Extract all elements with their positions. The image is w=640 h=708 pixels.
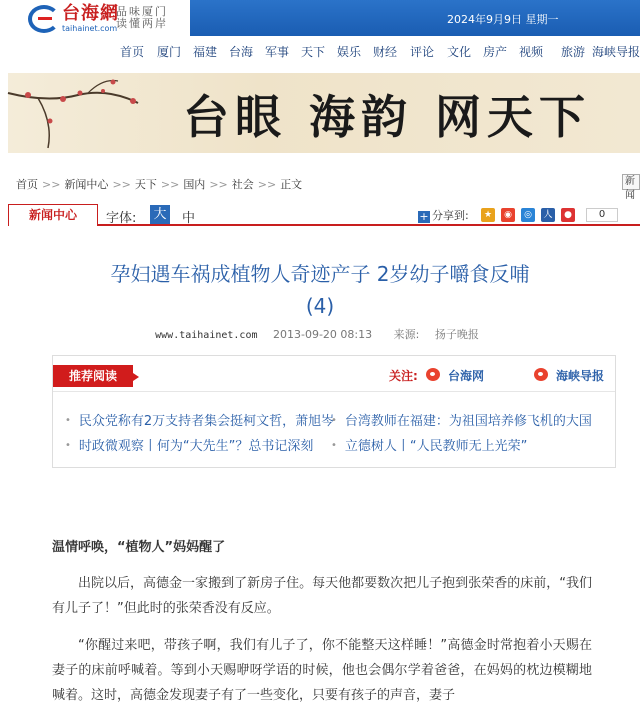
- article-meta: [0, 326, 640, 342]
- weibo-share-icon[interactable]: ◉: [501, 208, 515, 222]
- font-size-medium-button[interactable]: 中: [182, 211, 196, 226]
- nav-item-military[interactable]: 军事: [265, 45, 290, 59]
- nav-item-taihai[interactable]: 台海: [229, 45, 254, 59]
- logo-chinese-text: 台海網: [62, 3, 119, 24]
- article-subheading: 温情呼唤，“植物人”妈妈醒了: [52, 540, 226, 555]
- site-logo[interactable]: [28, 4, 119, 34]
- article-title-line: 孕妇遇车祸成植物人奇迹产子 2岁幼子嚼食反哺: [110, 262, 530, 286]
- nav-item-finance[interactable]: 财经: [373, 45, 398, 59]
- tencent-weibo-share-icon[interactable]: ◎: [521, 208, 535, 222]
- breadcrumb-society[interactable]: 社会: [231, 178, 254, 191]
- follow-label: 关注:: [389, 369, 418, 383]
- breadcrumb-domestic[interactable]: 国内: [183, 178, 206, 191]
- recommended-tag: 推荐阅读: [53, 365, 133, 387]
- recommended-item[interactable]: • 民众党称有2万支持者集会挺柯文哲，萧旭岑: [65, 410, 334, 429]
- article-title-page: (4): [305, 294, 335, 318]
- share-count: 0: [586, 208, 618, 222]
- logo-domain-text: taihainet.com: [62, 24, 118, 33]
- nav-item-culture[interactable]: 文化: [447, 45, 472, 59]
- follow-strait-herald-link[interactable]: 海峡导报: [556, 369, 605, 383]
- breadcrumb-current: 正文: [280, 178, 303, 191]
- article-paragraph: 出院以后，高德金一家搬到了新房子住。每天他都要数次把儿子抱到张荣香的床前，“我们有儿子了！”但此时的张荣香没有反应。: [52, 576, 592, 616]
- plum-branch-illustration: [8, 73, 158, 153]
- nav-item-home[interactable]: 首页: [120, 45, 145, 59]
- nav-item-world[interactable]: 天下: [301, 45, 326, 59]
- recommended-item[interactable]: • 台湾教师在福建：为祖国培养修飞机的大国: [331, 410, 592, 429]
- recommended-item[interactable]: • 立德树人丨“人民教师无上光荣”: [331, 435, 527, 454]
- breadcrumb-world[interactable]: 天下: [134, 178, 157, 191]
- nav-item-realestate[interactable]: 房产: [483, 45, 508, 59]
- recommended-item[interactable]: • 时政微观察丨何为“大先生”？总书记深刻: [65, 435, 313, 454]
- font-size-large-button[interactable]: 大: [150, 205, 170, 224]
- site-slogan: 品味厦门 读懂两岸: [116, 5, 168, 30]
- renren-share-icon[interactable]: 人: [541, 208, 555, 222]
- weibo-icon[interactable]: [534, 368, 548, 381]
- nav-item-strait-herald[interactable]: 海峡导报: [592, 45, 640, 59]
- follow-taihai-link[interactable]: 台海网: [448, 369, 485, 383]
- tab-news-center[interactable]: 新闻中心: [8, 204, 98, 226]
- article-toolbar: [8, 204, 640, 226]
- qzone-share-icon[interactable]: ★: [481, 208, 495, 222]
- nav-item-video[interactable]: 视频: [519, 45, 544, 59]
- article-paragraph: “你醒过来吧，带孩子啊，我们有儿子了，你不能整天这样睡！”高德金时常抱着小天赐在妻子的床前呼喊着。等到小天赐咿呀学语的时候，他也会偶尔学着爸爸，在妈妈的枕边模糊地喊着。这时，高德金发现妻子有了一些变化，只要有孩子的声音，妻子: [52, 638, 592, 703]
- current-date: 2024年9月9日 星期一: [447, 13, 559, 26]
- recommended-header: [53, 356, 615, 392]
- font-size-label: 字体:: [106, 211, 137, 226]
- article-datetime: 2013-09-20 08:13: [273, 328, 373, 341]
- nav-item-opinion[interactable]: 评论: [410, 45, 435, 59]
- share-plus-icon[interactable]: +: [419, 210, 429, 223]
- top-bar-background: [190, 0, 640, 36]
- nav-item-fujian[interactable]: 福建: [193, 45, 218, 59]
- article-source: 来源: 扬子晚报: [393, 328, 479, 341]
- recommended-reading-box: [52, 355, 616, 468]
- breadcrumb-side-box[interactable]: 新闻: [622, 174, 640, 190]
- nav-item-travel[interactable]: 旅游: [561, 45, 586, 59]
- breadcrumb-news-center[interactable]: 新闻中心: [64, 178, 109, 191]
- article-title: [40, 258, 600, 322]
- top-bar: [0, 0, 640, 36]
- nav-item-xiamen[interactable]: 厦门: [157, 45, 182, 59]
- banner-slogan: 台眼 海韵 网天下: [183, 90, 592, 144]
- breadcrumb-home[interactable]: 首页: [16, 178, 38, 191]
- header-banner: [8, 73, 640, 153]
- article-site: www.taihainet.com: [155, 330, 258, 341]
- kaixin-share-icon[interactable]: ●: [561, 208, 575, 222]
- share-label: + 分享到:: [419, 209, 469, 223]
- breadcrumb: 首页 >> 新闻中心 >> 天下 >> 国内 >> 社会 >> 正文: [16, 178, 303, 191]
- logo-e-icon: [28, 5, 60, 33]
- weibo-icon[interactable]: [426, 368, 440, 381]
- main-nav: [0, 40, 640, 62]
- nav-item-entertainment[interactable]: 娱乐: [337, 45, 362, 59]
